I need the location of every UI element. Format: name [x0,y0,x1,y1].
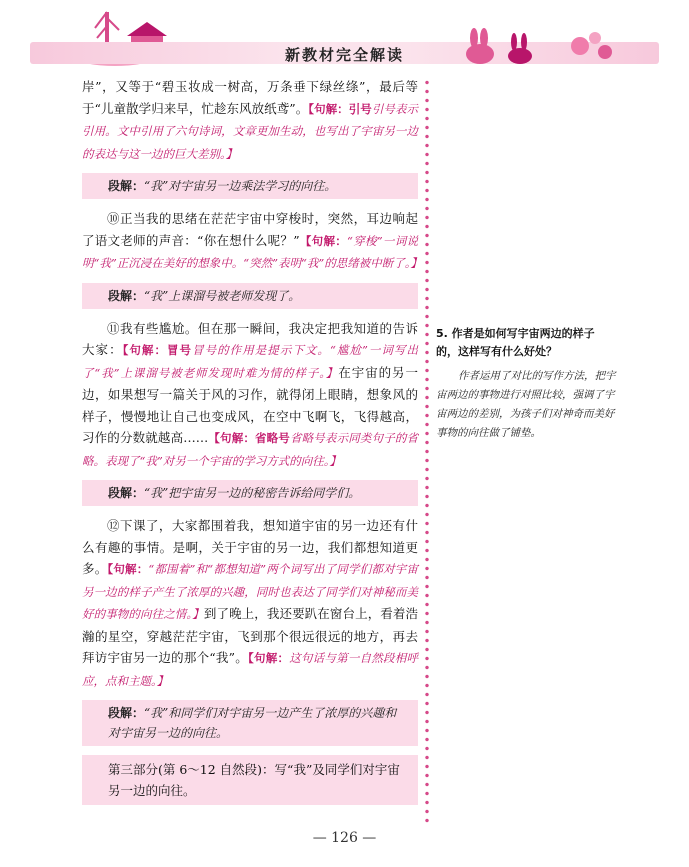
paragraph-12 [82,515,418,692]
note-text: “都围着”和“都想知道”两个词写出了同学们都对宇宙另一边的样子产生了浓厚的兴趣，同时也表达了同学们对神秘而美好的事物的向往之情。】 [82,562,418,621]
note-tag: 【句解：冒号 [122,343,193,357]
column-divider [424,78,430,823]
page-header [0,0,689,72]
paragraph-10 [82,208,423,275]
note-tag: 【句解： [107,562,149,576]
note-tag: 【句解：省略号 [208,431,290,445]
paragraph-text: 岸”，又等于“碧玉妆成一树高，万条垂下绿丝绦”，最后等于“儿童散学归来早，忙趁东风放纸鸢”。 [82,79,418,116]
paragraph-11 [82,318,418,473]
summary-text: “我”把宇宙另一边的秘密告诉给同学们。 [144,486,361,500]
summary-label: 段解： [108,179,145,193]
note-text: 引号表示引用。文中引用了六句诗词，文章更加生动，也写出了宇宙另一边的表达与这一边的巨大差别。】 [82,101,418,161]
page-number: — 126 — [312,830,377,846]
paragraph-summary [82,173,418,199]
paragraph-intro [82,76,418,165]
side-question: 5. 作者是如何写宇宙两边的样子的，这样写有什么好处？ [436,327,595,358]
paragraph-text: 在宇宙的另一边，如果想写一篇关于风的习作，就得闭上眼睛，想象风的样子，慢慢地让自己也变成风，在空中飞啊飞，飞得越高，习作的分数就越高…… [82,364,418,445]
paragraph-text: ⑩正当我的思绪在茫茫宇宙中穿梭时，突然，耳边响起了语文老师的声音：“你在想什么呢？” [82,211,418,248]
note-text: 冒号的作用是提示下文。“尴尬”一词写出了“我”上课溜号被老师发现时难为情的样子。】 [82,343,418,380]
paragraph-text: ⑫下课了，大家都围着我，想知道宇宙的另一边还有什么有趣的事情。是啊，关于宇宙的另一边，我们都想知道更多。 [82,518,418,576]
note-tag: 【句解：引号 [308,101,372,116]
summary-label: 段解： [108,706,145,720]
side-answer: 作者运用了对比的写作方法，把宇宙两边的事物进行对照比较，强调了宇宙两边的差别，为孩子们对神奇而美好事物的向往做了铺垫。 [436,370,616,439]
summary-text: “我”上课溜号被老师发现了。 [144,288,301,303]
paragraph-text: 到了晚上，我还要趴在窗台上，看着浩瀚的星空，穿越茫茫宇宙，飞到那个很远很远的地方，再去拜访宇宙另一边的那个“我”。 [82,606,418,665]
main-column [82,76,423,805]
book-title: 新教材完全解读 [284,46,404,64]
note-tag: 【句解： [299,233,348,248]
bunny-flower-decoration-icon [450,24,620,68]
note-tag: 【句解： [248,651,290,665]
paragraph-text: ⑪我有些尴尬。但在那一瞬间，我决定把我知道的告诉大家： [82,320,418,357]
summary-label: 段解： [108,288,145,303]
note-text: 这句话与第一自然段相呼应，点和主题。】 [82,651,418,688]
note-text: 省略号表示同类句子的省略。表现了“我”对另一个宇宙的学习方式的向往。】 [82,431,418,468]
paragraph-summary [82,480,418,506]
note-text: “穿梭”一词说明“我”正沉浸在美好的想象中。“突然”表明“我”的思绪被中断了。】 [82,233,423,270]
part-summary: 第三部分(第 6～12 自然段)：写“我”及同学们对宇宙另一边的向往。 [82,755,418,805]
side-column [436,325,616,443]
summary-text: “我”对宇宙另一边乘法学习的向往。 [144,179,337,193]
summary-label: 段解： [108,486,145,500]
paragraph-summary [82,700,418,746]
paragraph-summary [82,283,418,309]
summary-text: “我”和同学们对宇宙另一边产生了浓厚的兴趣和对宇宙另一边的向往。 [108,706,397,740]
